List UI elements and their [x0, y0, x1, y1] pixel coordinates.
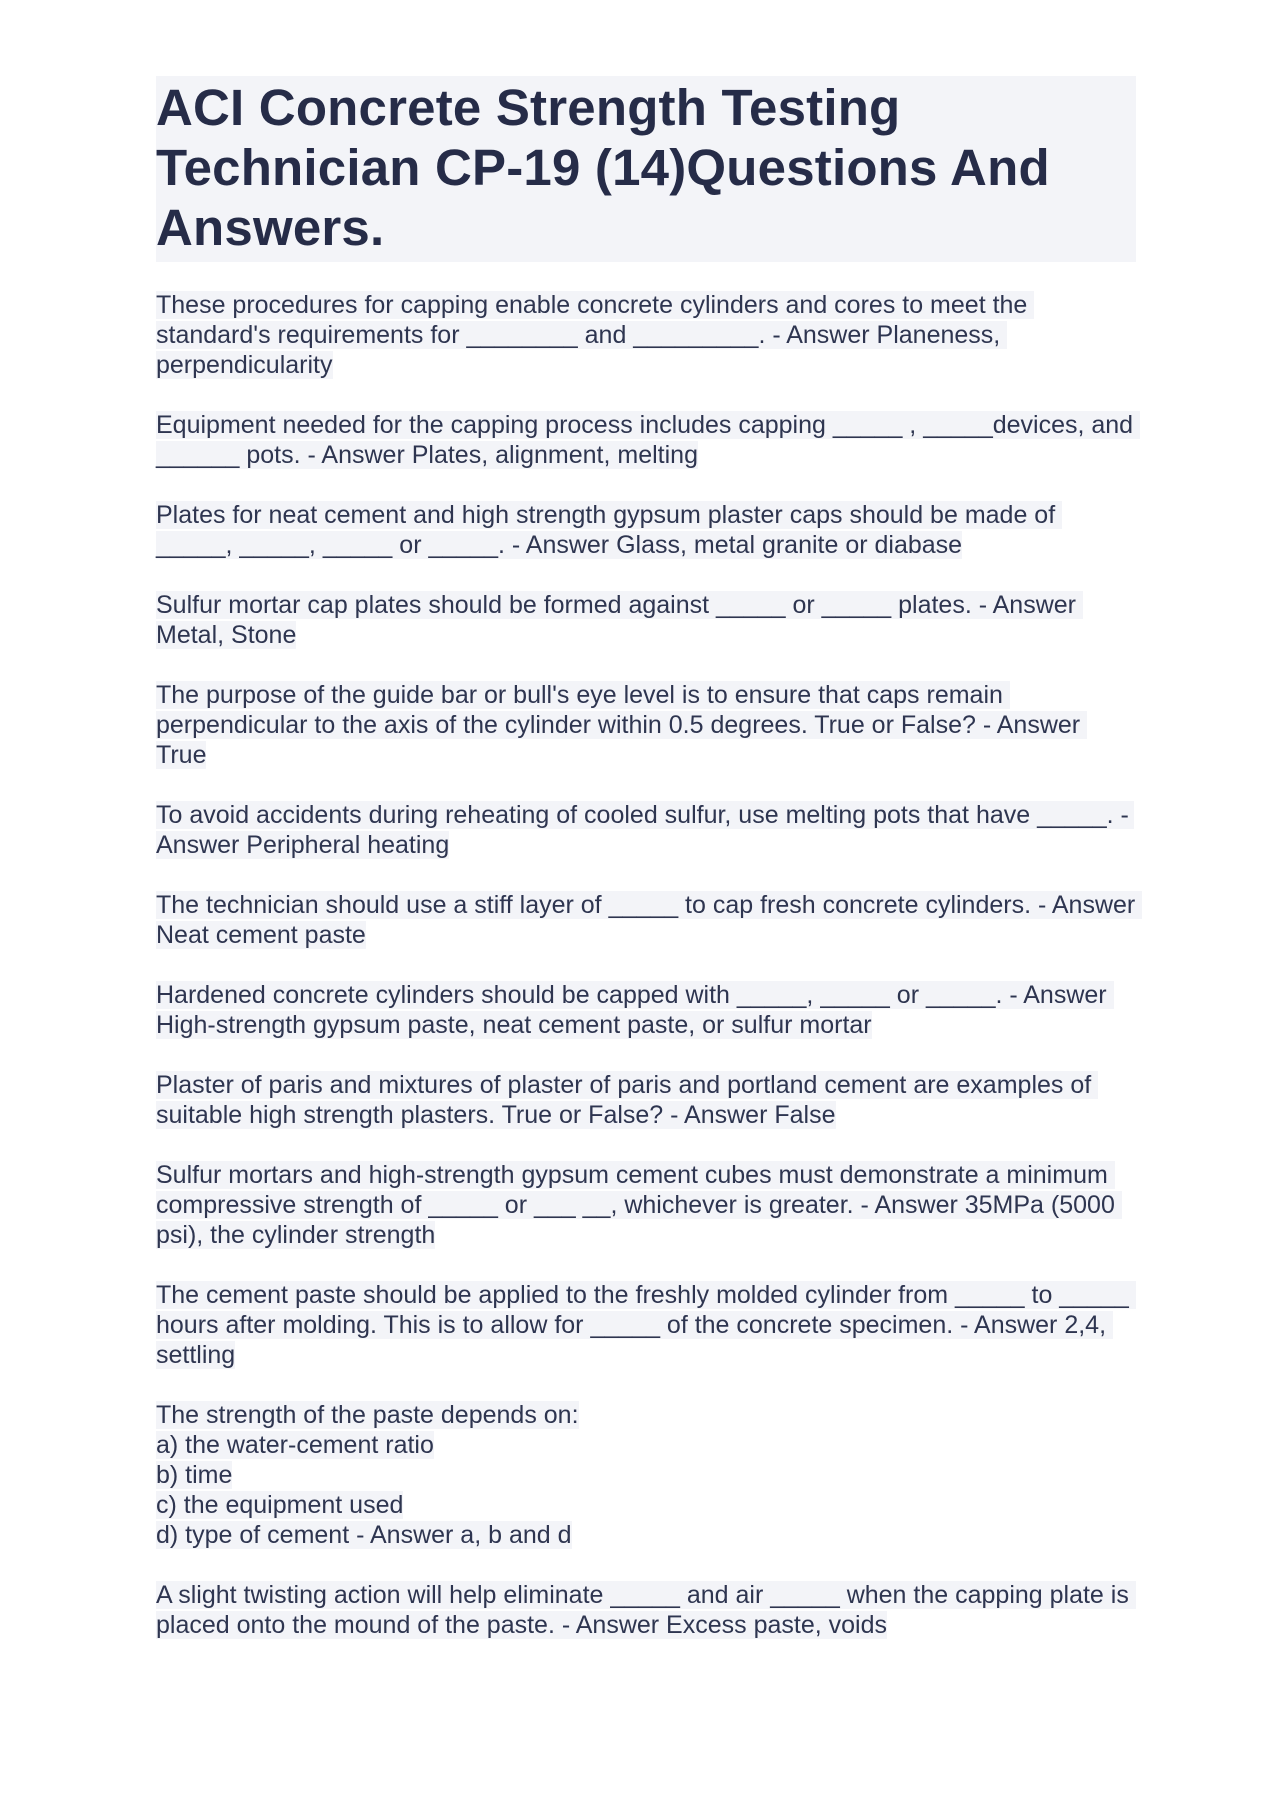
qa-text: To avoid accidents during reheating of cooled sulfur, use melting pots that have _____. - Answer Peripheral heating	[156, 801, 1135, 859]
qa-text: Plaster of paris and mixtures of plaster of paris and portland cement are examples of suitable high strength plasters. True or False? - Answer False	[156, 1071, 1099, 1129]
qa-item	[156, 980, 1136, 1040]
qa-item	[156, 800, 1136, 860]
qa-list	[156, 290, 1143, 1640]
document-page	[156, 76, 1143, 1670]
qa-item	[156, 290, 1136, 380]
title-block	[156, 76, 1136, 262]
mc-option: b) time	[156, 1461, 233, 1489]
qa-text: These procedures for capping enable concrete cylinders and cores to meet the standard's requirements for ________ and _________. - Answer Planeness, perpendicularity	[156, 291, 1035, 379]
qa-item-multiple-choice	[156, 1400, 1136, 1550]
qa-item	[156, 500, 1136, 560]
mc-option: d) type of cement - Answer a, b and d	[156, 1521, 572, 1549]
qa-item	[156, 1160, 1136, 1250]
qa-text: The purpose of the guide bar or bull's eye level is to ensure that caps remain perpendicular to the axis of the cylinder within 0.5 degrees. True or False? - Answer True	[156, 681, 1087, 769]
mc-question: The strength of the paste depends on:	[156, 1401, 579, 1429]
qa-item	[156, 1580, 1136, 1640]
mc-option: a) the water-cement ratio	[156, 1431, 434, 1459]
qa-item	[156, 890, 1143, 950]
qa-item	[156, 680, 1136, 770]
document-title: ACI Concrete Strength Testing Technician CP-19 (14)Questions And Answers.	[156, 79, 1050, 256]
qa-text: Sulfur mortar cap plates should be formed against _____ or _____ plates. - Answer Metal, Stone	[156, 591, 1083, 649]
qa-item	[156, 1280, 1136, 1370]
qa-item	[156, 410, 1141, 470]
qa-item	[156, 590, 1136, 650]
qa-text: The cement paste should be applied to the freshly molded cylinder from _____ to _____ hours after molding. This is to allow for _____ of the concrete specimen. - Answer 2,4, settling	[156, 1281, 1136, 1369]
mc-option: c) the equipment used	[156, 1491, 404, 1519]
qa-item	[156, 1070, 1136, 1130]
qa-text: Sulfur mortars and high-strength gypsum cement cubes must demonstrate a minimum compressive strength of _____ or ___ __, whichever is greater. - Answer 35MPa (5000 psi), the cylinder strength	[156, 1161, 1122, 1249]
qa-text: The technician should use a stiff layer of _____ to cap fresh concrete cylinders. - Answer Neat cement paste	[156, 891, 1143, 949]
qa-text: Hardened concrete cylinders should be capped with _____, _____ or _____. - Answer High-strength gypsum paste, neat cement paste, or sulfur mortar	[156, 981, 1114, 1039]
qa-text: Equipment needed for the capping process includes capping _____ , _____devices, and ______ pots. - Answer Plates, alignment, melting	[156, 411, 1141, 469]
qa-text: A slight twisting action will help eliminate _____ and air _____ when the capping plate is placed onto the mound of the paste. - Answer Excess paste, voids	[156, 1581, 1136, 1639]
qa-text: Plates for neat cement and high strength gypsum plaster caps should be made of _____, _____, _____ or _____. - Answer Glass, metal granite or diabase	[156, 501, 1063, 559]
